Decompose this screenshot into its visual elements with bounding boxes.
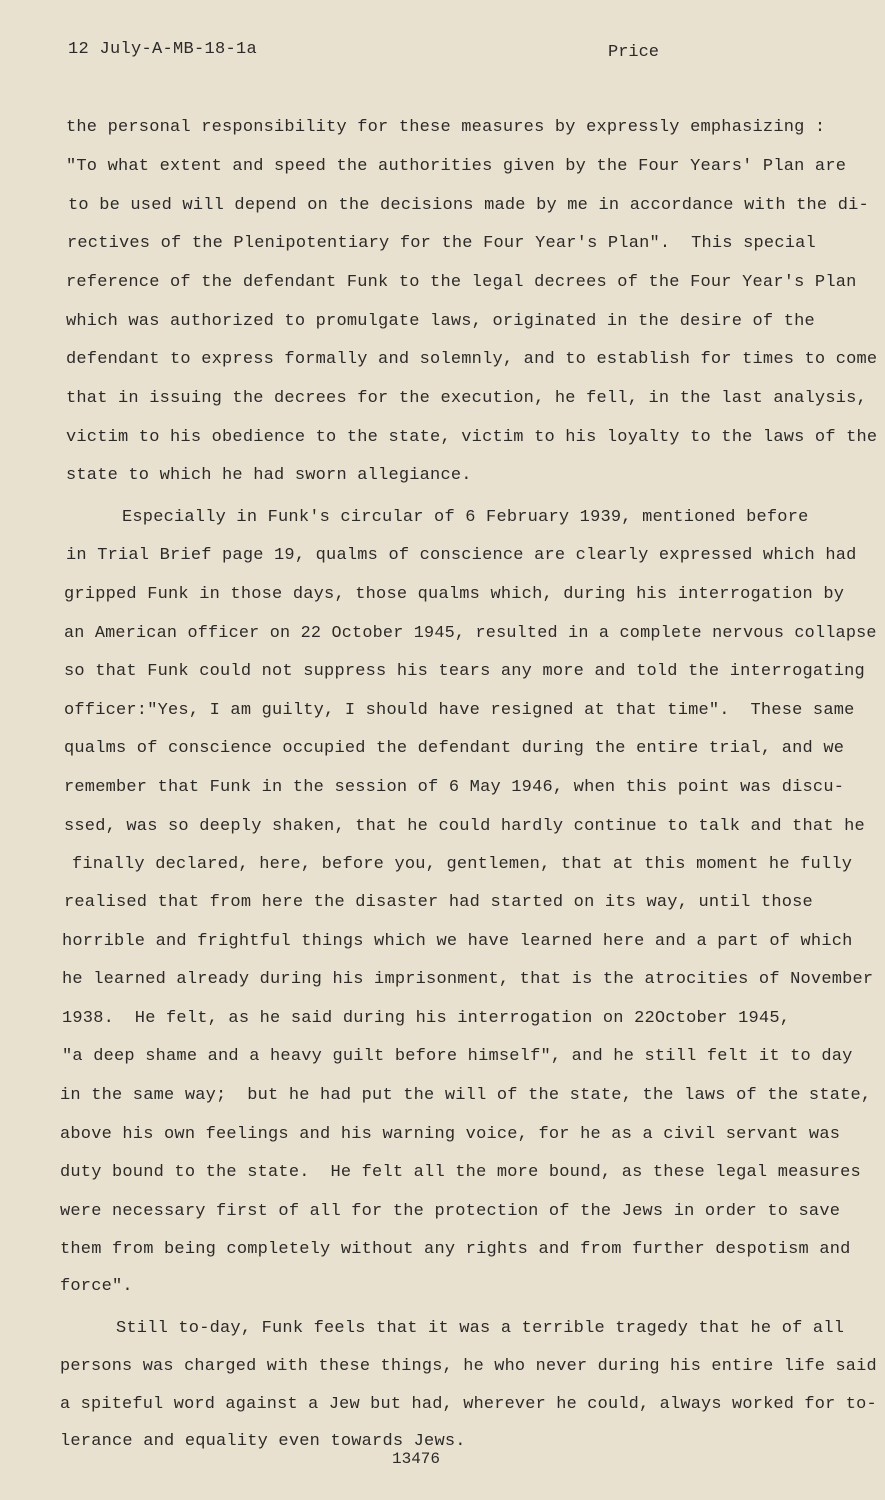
body-line-21: realised that from here the disaster had started on its way, until those xyxy=(64,893,813,912)
body-line-2: "To what extent and speed the authorities given by the Four Years' Plan are xyxy=(66,157,847,176)
body-line-17: qualms of conscience occupied the defendant during the entire trial, and we xyxy=(64,739,845,758)
body-line-16: officer:"Yes, I am guilty, I should have resigned at that time". These same xyxy=(64,701,855,720)
body-line-23: he learned already during his imprisonment, that is the atrocities of November xyxy=(62,970,874,989)
body-line-10: state to which he had sworn allegiance. xyxy=(66,466,472,485)
body-line-5: reference of the defendant Funk to the legal decrees of the Four Year's Plan xyxy=(66,273,857,292)
body-line-18: remember that Funk in the session of 6 May 1946, when this point was discu- xyxy=(64,778,845,797)
body-line-11: Especially in Funk's circular of 6 February 1939, mentioned before xyxy=(122,508,809,527)
body-line-26: in the same way; but he had put the will of the state, the laws of the state, xyxy=(60,1086,872,1105)
body-line-8: that in issuing the decrees for the execution, he fell, in the last analysis, xyxy=(66,389,867,408)
body-line-3: to be used will depend on the decisions made by me in accordance with the di- xyxy=(68,196,869,215)
body-line-7: defendant to express formally and solemnly, and to establish for times to come xyxy=(66,350,878,369)
body-line-28: duty bound to the state. He felt all the more bound, as these legal measures xyxy=(60,1163,861,1182)
body-line-15: so that Funk could not suppress his tears any more and told the interrogating xyxy=(64,662,865,681)
body-line-4: rectives of the Plenipotentiary for the Four Year's Plan". This special xyxy=(67,234,816,253)
body-line-34: a spiteful word against a Jew but had, wherever he could, always worked for to- xyxy=(60,1395,877,1414)
body-line-25: "a deep shame and a heavy guilt before himself", and he still felt it to day xyxy=(62,1047,853,1066)
body-line-19: ssed, was so deeply shaken, that he could hardly continue to talk and that he xyxy=(64,817,865,836)
body-line-13: gripped Funk in those days, those qualms which, during his interrogation by xyxy=(64,585,845,604)
body-line-22: horrible and frightful things which we have learned here and a part of which xyxy=(62,932,853,951)
body-line-30: them from being completely without any rights and from further despotism and xyxy=(60,1240,851,1259)
header-reference: 12 July-A-MB-18-1a xyxy=(68,40,258,59)
body-line-9: victim to his obedience to the state, victim to his loyalty to the laws of the xyxy=(66,428,878,447)
body-line-24: 1938. He felt, as he said during his interrogation on 22October 1945, xyxy=(62,1009,791,1028)
body-line-14: an American officer on 22 October 1945, resulted in a complete nervous collapse xyxy=(64,624,877,643)
body-line-29: were necessary first of all for the protection of the Jews in order to save xyxy=(60,1202,841,1221)
body-line-35: lerance and equality even towards Jews. xyxy=(60,1432,466,1451)
body-line-6: which was authorized to promulgate laws, originated in the desire of the xyxy=(66,312,815,331)
body-line-31: force". xyxy=(60,1277,133,1296)
header-speaker: Price xyxy=(608,43,660,62)
page-number: 13476 xyxy=(392,1450,441,1468)
body-line-33: persons was charged with these things, he who never during his entire life said xyxy=(60,1357,877,1376)
body-line-20: finally declared, here, before you, gentlemen, that at this moment he fully xyxy=(72,855,853,874)
body-line-32: Still to-day, Funk feels that it was a terrible tragedy that he of all xyxy=(116,1319,845,1338)
body-line-1: the personal responsibility for these measures by expressly emphasizing : xyxy=(66,118,826,137)
body-line-12: in Trial Brief page 19, qualms of conscience are clearly expressed which had xyxy=(66,546,857,565)
body-line-27: above his own feelings and his warning voice, for he as a civil servant was xyxy=(60,1125,841,1144)
